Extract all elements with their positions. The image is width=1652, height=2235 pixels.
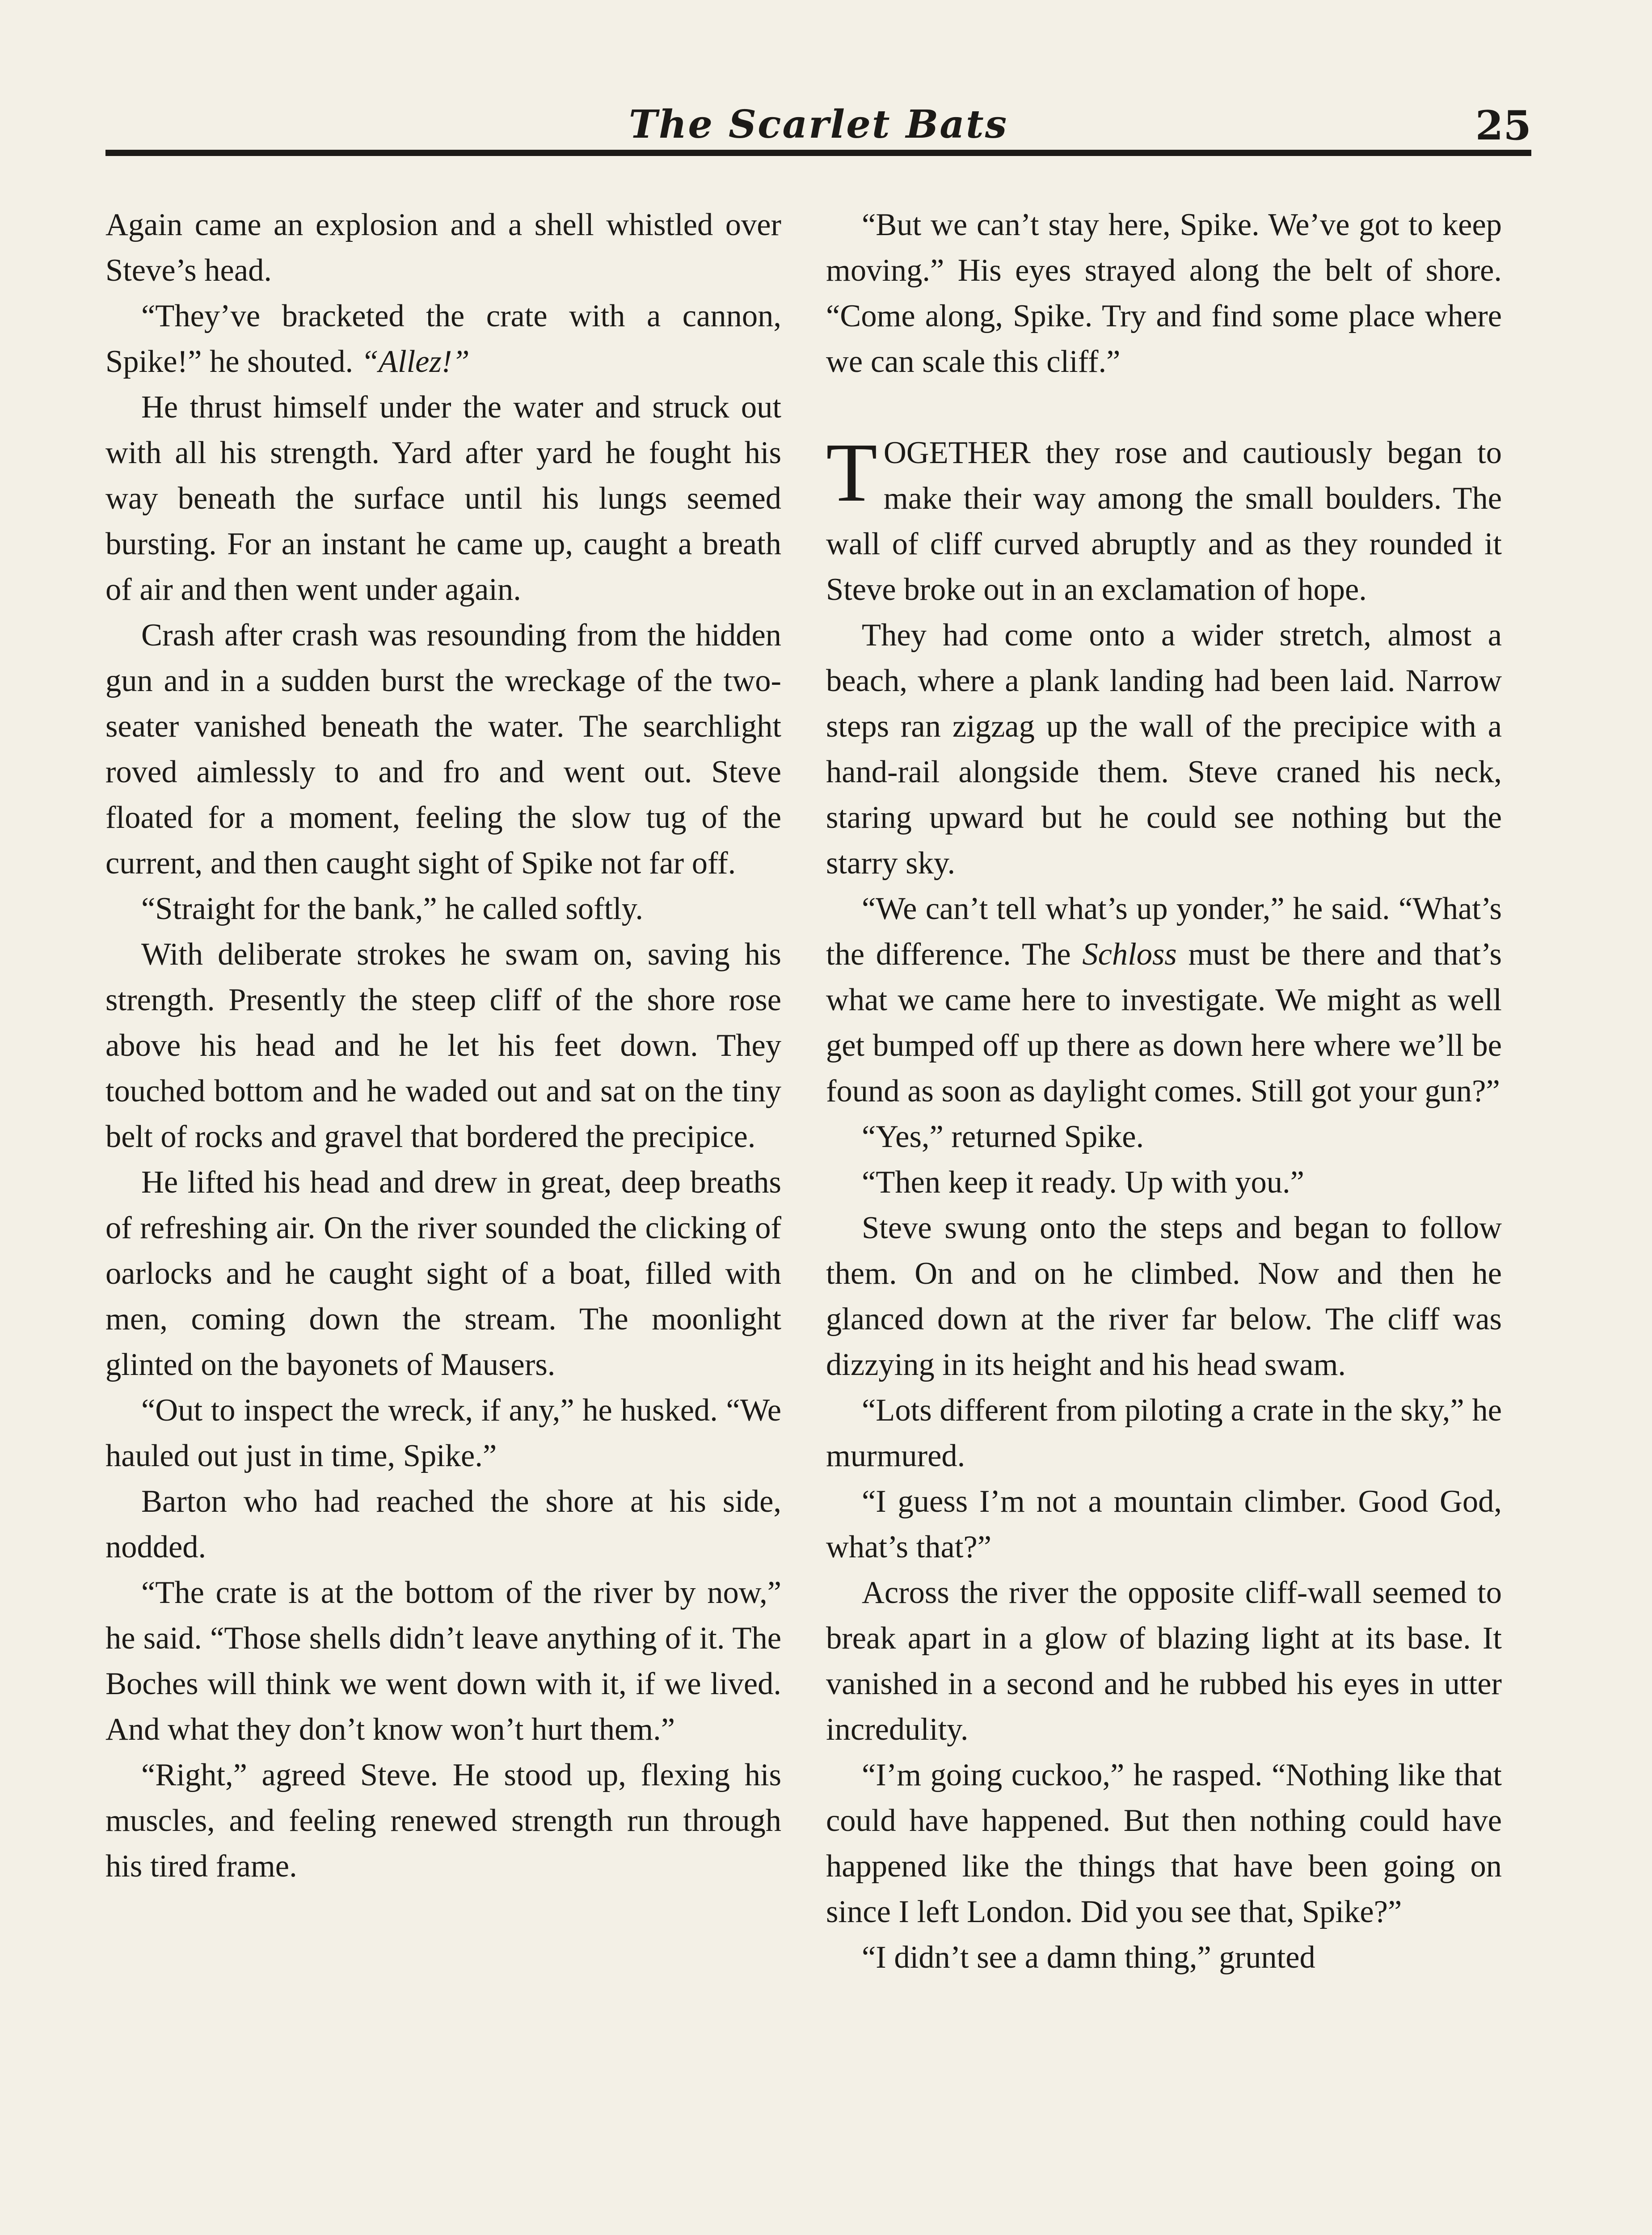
italic-text: “Allez!” [361,344,470,379]
paragraph: He thrust himself under the water and struck out with all his strength. Yard after yard he fought his way beneath the surface until his lungs seemed bursting. For an instant he came up, caught a breath of air and then went under again. [105,390,781,607]
running-title: The Scarlet Bats [628,102,1008,147]
paragraph: “Yes,” returned Spike. [862,1119,1144,1154]
section-opening-paragraph [826,426,1502,612]
paragraph [105,293,781,384]
paragraph: Steve swung onto the steps and began to follow them. On and on he climbed. Now and then he glanced down at the river far below. The cliff was dizzying in its height and his head swam. [826,1210,1502,1382]
paragraph: “But we can’t stay here, Spike. We’ve got to keep moving.” His eyes strayed along the belt of shore. “Come along, Spike. Try and find some place where we can scale this cliff.” [826,207,1502,379]
left-column [105,202,781,1889]
paragraph: “Lots different from piloting a crate in the sky,” he murmured. [826,1393,1502,1473]
paragraph-text: “They’ve bracketed the crate with a cannon, Spike!” he shouted. [105,299,781,379]
section-break [826,384,1502,430]
paragraph: “I’m going cuckoo,” he rasped. “Nothing like that could have happened. But then nothing could have happened like the things that have been going on since I left London. Did you see that, Spike?” [826,1758,1502,1929]
italic-text: Schloss [1082,937,1177,972]
header-rule [105,150,1531,156]
paragraph: “I guess I’m not a mountain climber. Good God, what’s that?” [826,1484,1502,1564]
paragraph: “Right,” agreed Steve. He stood up, flexing his muscles, and feeling renewed strength run through his tired frame. [105,1758,781,1884]
paragraph: “Then keep it ready. Up with you.” [862,1165,1304,1200]
paragraph: He lifted his head and drew in great, deep breaths of refreshing air. On the river sounded the clicking of oarlocks and he caught sight of a boat, filled with men, coming down the stream. The moonlight glinted on the bayonets of Mausers. [105,1165,781,1382]
paragraph: They had come onto a wider stretch, almost a beach, where a plank landing had been laid. Narrow steps ran zigzag up the wall of the precipice with a hand-rail alongside them. Steve craned his neck, staring upward but he could see nothing but the starry sky. [826,618,1502,881]
paragraph: “Out to inspect the wreck, if any,” he husked. “We hauled out just in time, Spike.” [105,1393,781,1473]
paragraph: Crash after crash was resounding from the hidden gun and in a sudden burst the wreckage of the two-seater vanished beneath the water. The searchlight roved aimlessly to and fro and went out. Steve floated for a moment, feeling the slow tug of the current, and then caught sight of Spike not far off. [105,618,781,881]
right-column [826,202,1502,1980]
paragraph: “The crate is at the bottom of the river by now,” he said. “Those shells didn’t leave anything of it. The Boches will think we went down with it, if we lived. And what they don’t know won’t hurt them.” [105,1575,781,1747]
paragraph: Across the river the opposite cliff-wall seemed to break apart in a glow of blazing light at its base. It vanished in a second and he rubbed his eyes in utter incredulity. [826,1575,1502,1747]
page-number: 25 [1475,102,1531,149]
paragraph: Again came an explosion and a shell whistled over Steve’s head. [105,207,781,288]
paragraph: Barton who had reached the shore at his side, nodded. [105,1484,781,1564]
paragraph: “I didn’t see a damn thing,” grunted [862,1940,1315,1975]
paragraph-text: “We can’t tell what’s up yonder,” he said. “What’s the difference. The [826,891,1502,972]
paragraph: “Straight for the bank,” he called softly. [141,891,644,926]
paragraph [826,886,1502,1114]
paragraph: With deliberate strokes he swam on, saving his strength. Presently the steep cliff of the shore rose above his head and he let his feet down. They touched bottom and he waded out and sat on the tiny belt of rocks and gravel that bordered the precipice. [105,937,781,1154]
paragraph-text: OGETHER they rose and cautiously began to make their way among the small boulders. The wall of cliff curved abruptly and as they rounded it Steve broke out in an exclamation of hope. [826,435,1502,607]
paragraph-text: must be there and that’s what we came here to investigate. We might as well get bumped off up there as down here where we’ll be found as soon as daylight comes. Still got your gun?” [826,937,1502,1109]
drop-cap: T [826,426,877,519]
